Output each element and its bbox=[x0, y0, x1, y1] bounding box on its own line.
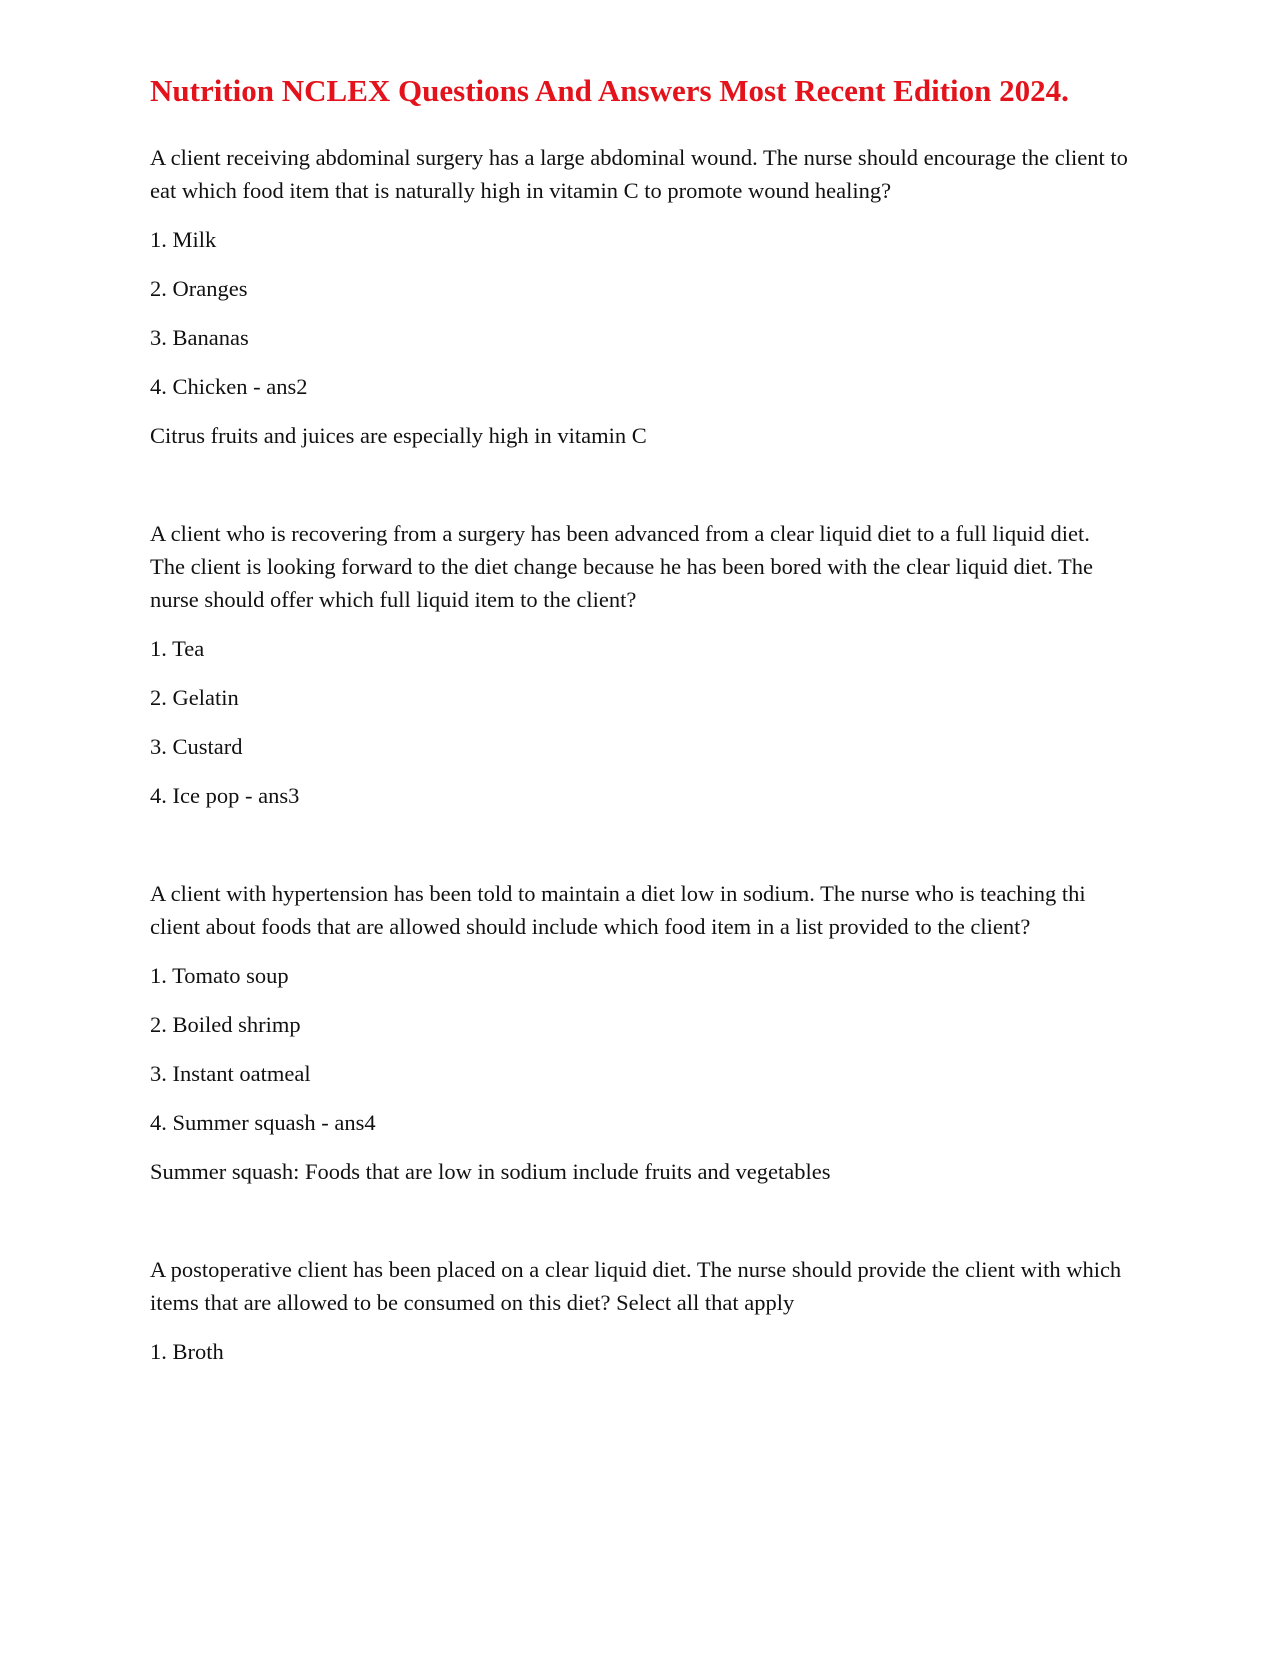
section-gap bbox=[150, 828, 1130, 877]
answer-rationale: Citrus fruits and juices are especially high in vitamin C bbox=[150, 423, 647, 448]
question-block-3 bbox=[150, 877, 1130, 1188]
answer-option: 4. Summer squash - ans4 bbox=[150, 1110, 376, 1135]
document-title: Nutrition NCLEX Questions And Answers Most Recent Edition 2024. bbox=[150, 73, 1069, 108]
answer-option: 4. Chicken - ans2 bbox=[150, 374, 308, 399]
answer-option: 2. Gelatin bbox=[150, 685, 239, 710]
question-text: A postoperative client has been placed on a clear liquid diet. The nurse should provide the client with which items that are allowed to be consumed on this diet? Select all that apply bbox=[150, 1257, 1122, 1315]
answer-option: 1. Broth bbox=[150, 1339, 224, 1364]
answer-option: 2. Oranges bbox=[150, 276, 248, 301]
question-block-4 bbox=[150, 1253, 1130, 1368]
question-text: A client who is recovering from a surgery has been advanced from a clear liquid diet to a full liquid diet. The client is looking forward to the diet change because he has been bored with the clear liquid diet. The nurse should offer which full liquid item to the client? bbox=[150, 521, 1094, 612]
answer-option: 3. Bananas bbox=[150, 325, 249, 350]
question-text: A client receiving abdominal surgery has a large abdominal wound. The nurse should encourage the client to eat which food item that is naturally high in vitamin C to promote wound healing? bbox=[150, 145, 1128, 203]
answer-option: 2. Boiled shrimp bbox=[150, 1012, 301, 1037]
question-block-1 bbox=[150, 141, 1130, 452]
document-content bbox=[150, 72, 1130, 1384]
answer-option: 3. Instant oatmeal bbox=[150, 1061, 311, 1086]
answer-option: 3. Custard bbox=[150, 734, 243, 759]
section-gap bbox=[150, 1204, 1130, 1253]
question-block-2 bbox=[150, 517, 1130, 812]
answer-option: 1. Tea bbox=[150, 636, 205, 661]
section-gap bbox=[150, 468, 1130, 517]
answer-option: 1. Milk bbox=[150, 227, 217, 252]
answer-option: 1. Tomato soup bbox=[150, 963, 289, 988]
question-text: A client with hypertension has been told to maintain a diet low in sodium. The nurse who is teaching thi client about foods that are allowed should include which food item in a list provided to the client? bbox=[150, 881, 1086, 939]
answer-rationale: Summer squash: Foods that are low in sodium include fruits and vegetables bbox=[150, 1159, 831, 1184]
answer-option: 4. Ice pop - ans3 bbox=[150, 783, 300, 808]
